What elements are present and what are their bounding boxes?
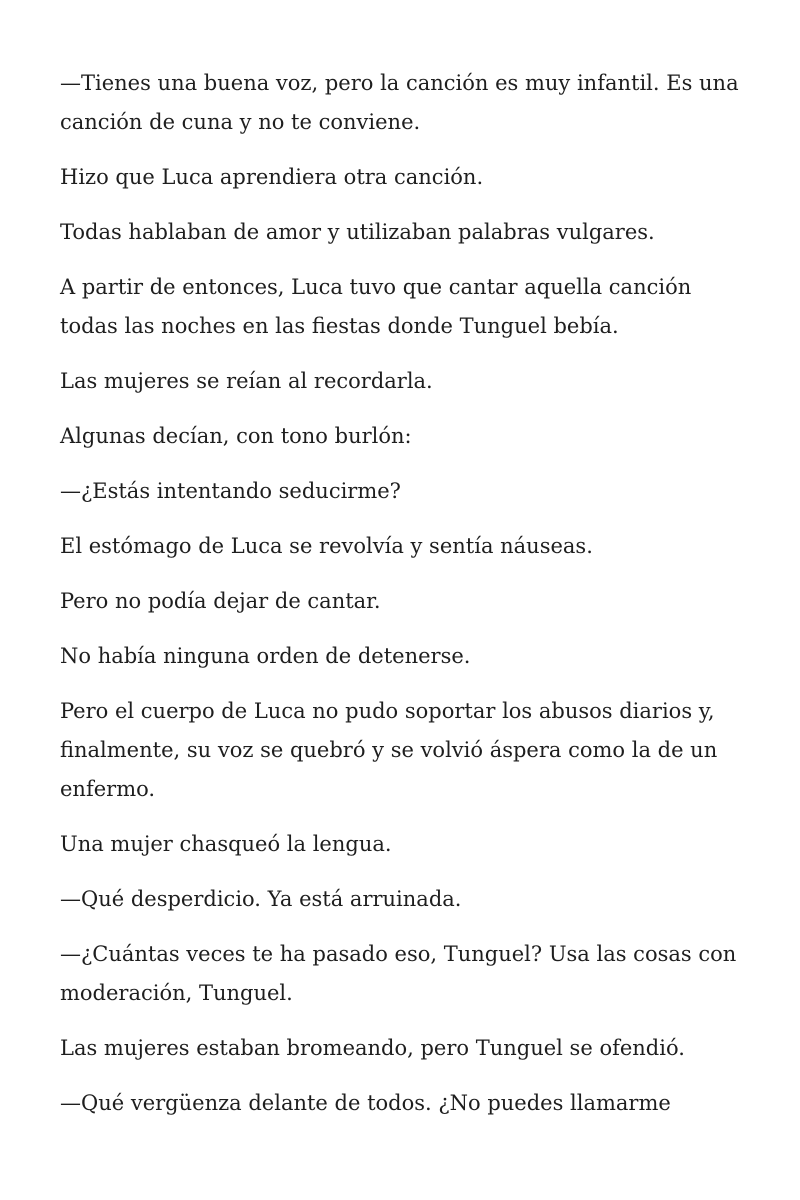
reader-page bbox=[60, 64, 750, 1139]
paragraph: —Qué vergüenza delante de todos. ¿No puedes llamarme bbox=[60, 1091, 671, 1115]
paragraph: Hizo que Luca aprendiera otra canción. bbox=[60, 165, 484, 189]
paragraph: —Tienes una buena voz, pero la canción es muy infantil. Es una canción de cuna y no te conviene. bbox=[60, 71, 739, 134]
paragraph: El estómago de Luca se revolvía y sentía náuseas. bbox=[60, 534, 593, 558]
paragraph: Pero el cuerpo de Luca no pudo soportar los abusos diarios y, finalmente, su voz se quebró y se volvió áspera como la de un enfermo. bbox=[60, 699, 718, 801]
paragraph: Una mujer chasqueó la lengua. bbox=[60, 832, 392, 856]
paragraph: No había ninguna orden de detenerse. bbox=[60, 644, 471, 668]
paragraph: Pero no podía dejar de cantar. bbox=[60, 589, 381, 613]
paragraph: Las mujeres estaban bromeando, pero Tunguel se ofendió. bbox=[60, 1036, 685, 1060]
paragraph: —¿Cuántas veces te ha pasado eso, Tunguel? Usa las cosas con moderación, Tunguel. bbox=[60, 942, 737, 1005]
paragraph: —Qué desperdicio. Ya está arruinada. bbox=[60, 887, 462, 911]
paragraph: Algunas decían, con tono burlón: bbox=[60, 424, 412, 448]
paragraph: —¿Estás intentando seducirme? bbox=[60, 479, 401, 503]
paragraph: Todas hablaban de amor y utilizaban palabras vulgares. bbox=[60, 220, 655, 244]
paragraph: A partir de entonces, Luca tuvo que cantar aquella canción todas las noches en las fiestas donde Tunguel bebía. bbox=[60, 275, 692, 338]
paragraph: Las mujeres se reían al recordarla. bbox=[60, 369, 433, 393]
